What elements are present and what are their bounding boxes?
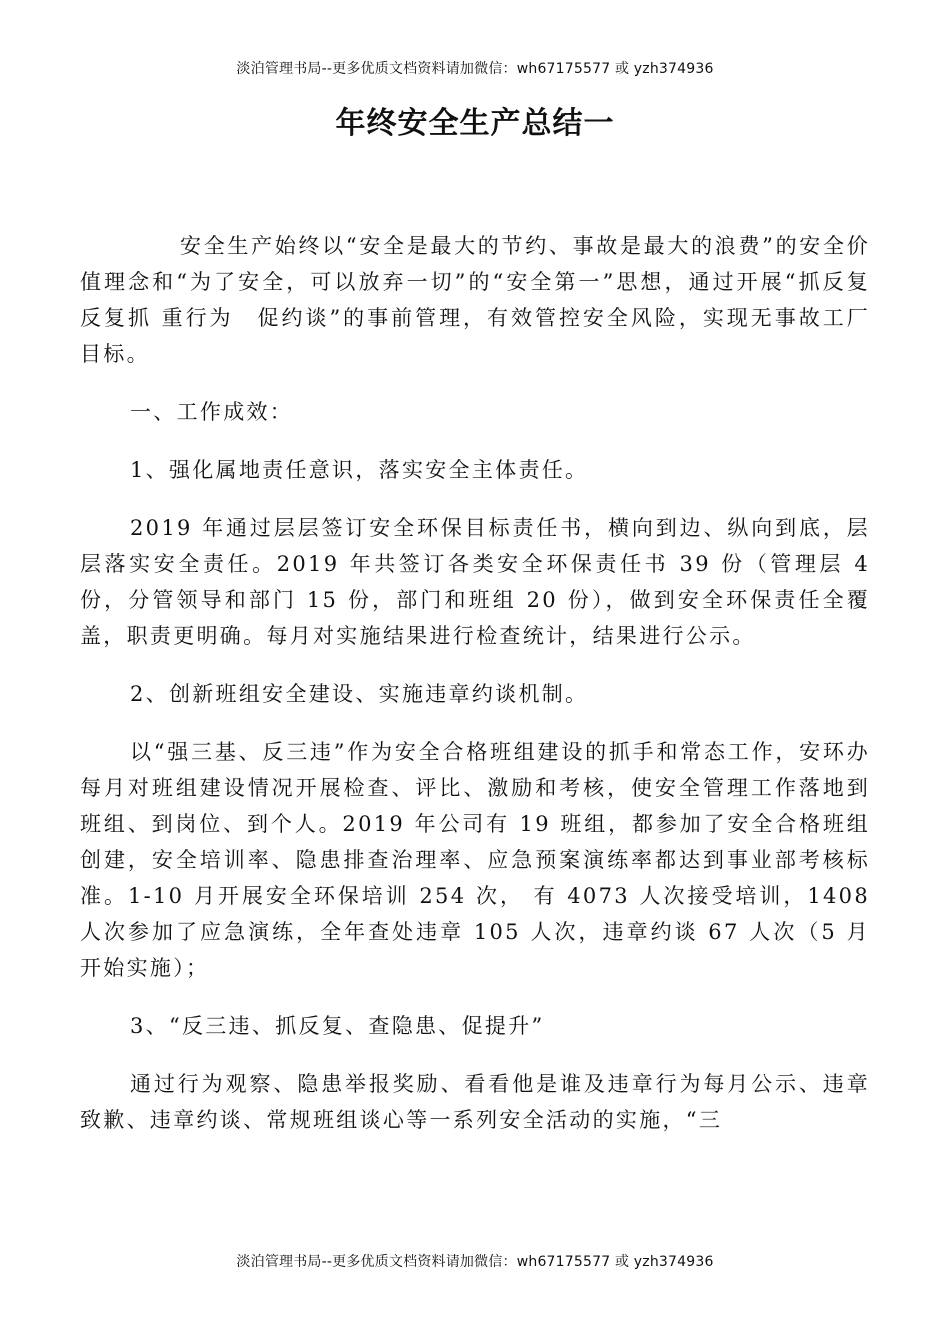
paragraph-team-building: 以“强三基、反三违”作为安全合格班组建设的抓手和常态工作，安环办每月对班组建设情况开展检查、评比、激励和考核，使安全管理工作落地到班组、到岗位、到个人。2019 年公司有 19 班组，都参加了安全合格班组创建，安全培训率、隐患排查治理率、应急预案演练率都达到事业部考核标准。1-10 月开展安全环保培训 254 次， 有 4073 人次接受培训，1408 人次参加了应急演练，全年查处违章 105 人次，违章约谈 67 人次（5 月开始实施）； [80,740,870,980]
section-heading-achievements: 一、工作成效： [130,400,294,424]
subheading-3: 3、“反三违、抓反复、查隐患、促提升” [130,1014,545,1038]
footer-note: 淡泊管理书局--更多优质文档资料请加微信：wh67175577 或 yzh374936 [236,1254,714,1270]
paragraph-responsibility: 2019 年通过层层签订安全环保目标责任书，横向到边、纵向到底，层层落实安全责任。2019 年共签订各类安全环保责任书 39 份（管理层 4 份，分管领导和部门 15 份，部门和班组 20 份），做到安全环保责任全覆盖，职责更明确。每月对实施结果进行检查统计，结果进行公示。 [80,516,870,648]
header-note: 淡泊管理书局--更多优质文档资料请加微信：wh67175577 或 yzh374936 [236,61,714,77]
subheading-2: 2、创新班组安全建设、实施违章约谈机制。 [130,682,589,706]
subheading-1: 1、强化属地责任意识，落实安全主体责任。 [130,458,589,482]
paragraph-activities: 通过行为观察、隐患举报奖励、看看他是谁及违章行为每月公示、违章致歉、违章约谈、常规班组谈心等一系列安全活动的实施，“三 [80,1072,870,1132]
intro-paragraph: 安全生产始终以“安全是最大的节约、事故是最大的浪费”的安全价值理念和“为了安全，可以放弃一切”的“安全第一”思想，通过开展“抓反复 反复抓 重行为 促约谈”的事前管理，有效管控安全风险，实现无事故工厂目标。 [80,234,870,366]
document-title: 年终安全生产总结一 [335,106,615,141]
document-body [80,228,870,1160]
